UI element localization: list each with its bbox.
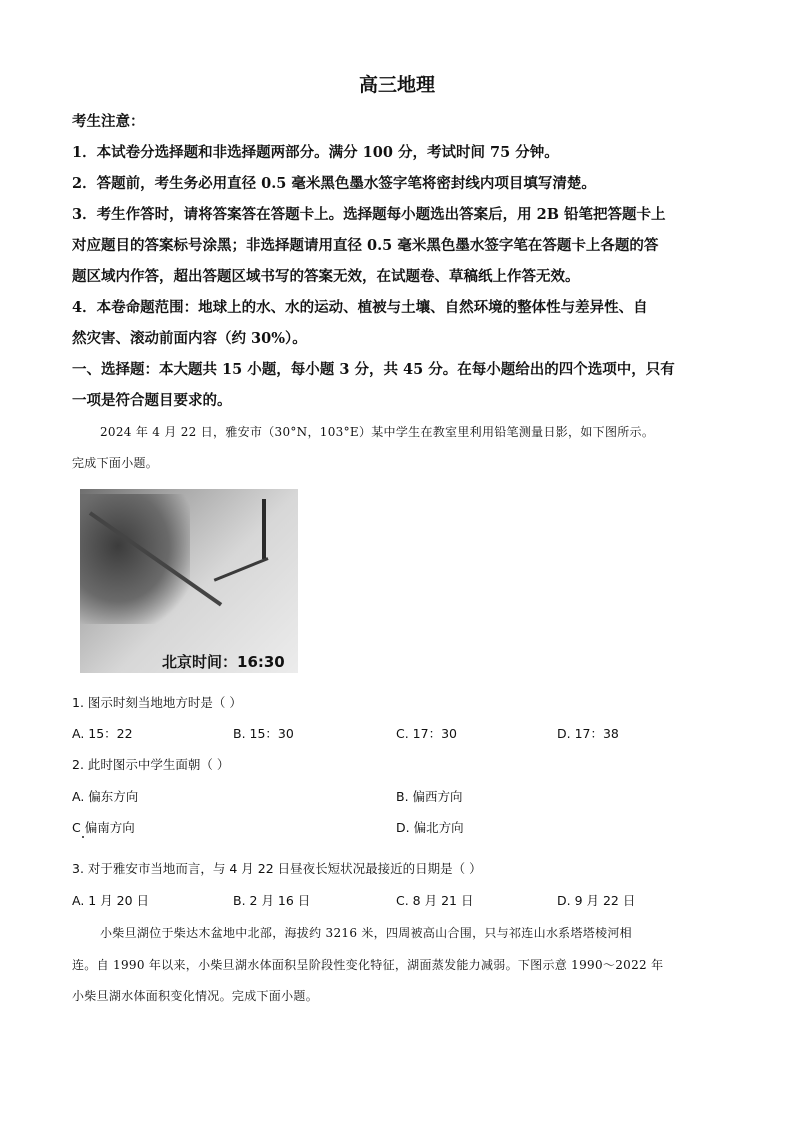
pencil-shadow [214, 557, 269, 582]
section-heading-line-2: 一项是符合题目要求的。 [72, 392, 232, 409]
notice-line-4: 对应题目的答案标号涂黑；非选择题请用直径 0.5 毫米黑色墨水签字笔在答题卡上各题的答 [72, 237, 659, 254]
notice-heading: 考生注意： [72, 113, 145, 130]
q1-option-b: B. 15：30 [233, 726, 294, 741]
q3-option-c: C. 8 月 21 日 [396, 893, 474, 908]
shadow-measurement-photo [80, 489, 298, 673]
q1-option-d: D. 17：38 [557, 726, 619, 741]
passage1-line-1: 2024 年 4 月 22 日，雅安市（30°N，103°E）某中学生在教室里利用铅笔测量日影，如下图所示。 [100, 425, 655, 439]
photo-caption: 北京时间：16:30 [162, 653, 285, 671]
notice-line-6: 4．本卷命题范围：地球上的水、水的运动、植被与土壤、自然环境的整体性与差异性、自 [72, 299, 648, 316]
q3-option-d: D. 9 月 22 日 [557, 893, 636, 908]
passage2-line-2: 连。自 1990 年以来，小柴旦湖水体面积呈阶段性变化特征，湖面蒸发能力减弱。下图示意 1990～2022 年 [72, 958, 664, 972]
q2-option-d: D. 偏北方向 [396, 820, 464, 835]
notice-line-7: 然灾害、滚动前面内容（约 30%）。 [72, 330, 307, 347]
q3-option-a: A. 1 月 20 日 [72, 893, 150, 908]
notice-line-3: 3．考生作答时，请将答案答在答题卡上。选择题每小题选出答案后，用 2B 铅笔把答题卡上 [72, 206, 666, 223]
q2-option-c: C 偏南方向 [72, 820, 135, 835]
passage2-line-3: 小柴旦湖水体面积变化情况。完成下面小题。 [72, 989, 319, 1003]
passage2-line-1: 小柴旦湖位于柴达木盆地中北部，海拔约 3216 米，四周被高山合围，只与祁连山水系塔塔棱河相 [100, 926, 632, 940]
q3-option-b: B. 2 月 16 日 [233, 893, 311, 908]
q1-option-c: C. 17：30 [396, 726, 457, 741]
question-3-stem: 3. 对于雅安市当地而言，与 4 月 22 日昼夜长短状况最接近的日期是（ ） [72, 861, 482, 876]
notice-line-2: 2．答题前，考生务必用直径 0.5 毫米黑色墨水签字笔将密封线内项目填写清楚。 [72, 175, 596, 192]
question-2-stem: 2. 此时图示中学生面朝（ ） [72, 757, 230, 772]
scan-speck [82, 836, 84, 838]
notice-line-1: 1．本试卷分选择题和非选择题两部分。满分 100 分，考试时间 75 分钟。 [72, 144, 559, 161]
notice-line-5: 题区域内作答，超出答题区域书写的答案无效，在试题卷、草稿纸上作答无效。 [72, 268, 580, 285]
pencil-upright [262, 499, 266, 559]
q1-option-a: A. 15：22 [72, 726, 133, 741]
hand-image [80, 494, 190, 624]
question-1-stem: 1. 图示时刻当地地方时是（ ） [72, 695, 242, 710]
passage1-line-2: 完成下面小题。 [72, 456, 159, 470]
page-title: 高三地理 [358, 74, 435, 96]
q2-option-a: A. 偏东方向 [72, 789, 139, 804]
q2-option-b: B. 偏西方向 [396, 789, 463, 804]
section-heading-line-1: 一、选择题：本大题共 15 小题，每小题 3 分，共 45 分。在每小题给出的四个选项中，只有 [72, 361, 675, 378]
